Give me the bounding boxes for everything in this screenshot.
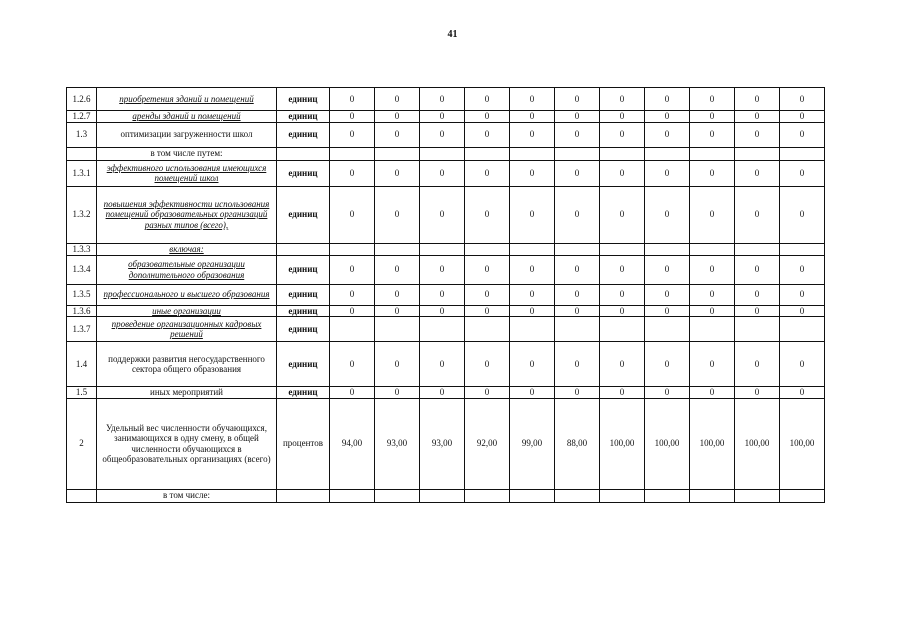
value-cell	[465, 243, 510, 255]
row-description: проведение организационных кадровых решений	[97, 317, 277, 342]
value-cell: 0	[735, 305, 780, 317]
value-cell: 0	[735, 122, 780, 147]
value-cell	[690, 243, 735, 255]
value-cell: 0	[690, 186, 735, 243]
value-cell	[735, 243, 780, 255]
value-cell: 0	[690, 342, 735, 387]
value-cell	[645, 243, 690, 255]
value-cell: 0	[330, 160, 375, 186]
value-cell: 100,00	[780, 398, 825, 489]
row-unit: единиц	[277, 255, 330, 284]
row-description: аренды зданий и помещений	[97, 111, 277, 123]
row-number: 1.3.7	[67, 317, 97, 342]
value-cell: 0	[465, 111, 510, 123]
table-row	[67, 160, 825, 186]
row-description: иные организации	[97, 305, 277, 317]
value-cell: 0	[690, 305, 735, 317]
value-cell: 0	[420, 284, 465, 305]
value-cell: 0	[375, 305, 420, 317]
value-cell: 0	[510, 111, 555, 123]
value-cell: 0	[420, 186, 465, 243]
row-description: повышения эффективности использования помещений образовательных организаций разных типов (всего),	[97, 186, 277, 243]
table-row	[67, 147, 825, 160]
value-cell: 0	[555, 342, 600, 387]
value-cell: 0	[465, 186, 510, 243]
row-unit	[277, 147, 330, 160]
value-cell	[510, 317, 555, 342]
row-description: эффективного использования имеющихся помещений школ	[97, 160, 277, 186]
value-cell: 0	[555, 305, 600, 317]
row-unit: единиц	[277, 122, 330, 147]
value-cell	[465, 489, 510, 502]
value-cell: 0	[735, 186, 780, 243]
row-number	[67, 147, 97, 160]
table-row	[67, 398, 825, 489]
value-cell	[420, 317, 465, 342]
row-unit: единиц	[277, 342, 330, 387]
value-cell: 0	[780, 284, 825, 305]
row-number: 1.3.4	[67, 255, 97, 284]
value-cell: 0	[645, 342, 690, 387]
value-cell: 0	[420, 88, 465, 111]
row-number: 1.3.5	[67, 284, 97, 305]
row-unit	[277, 243, 330, 255]
value-cell: 88,00	[555, 398, 600, 489]
value-cell: 0	[510, 160, 555, 186]
value-cell: 0	[375, 342, 420, 387]
value-cell: 0	[420, 255, 465, 284]
value-cell: 0	[690, 284, 735, 305]
value-cell	[465, 147, 510, 160]
value-cell	[780, 243, 825, 255]
value-cell: 0	[600, 255, 645, 284]
value-cell	[510, 147, 555, 160]
row-number	[67, 489, 97, 502]
row-description: в том числе:	[97, 489, 277, 502]
value-cell	[375, 147, 420, 160]
value-cell: 0	[420, 122, 465, 147]
table-row	[67, 186, 825, 243]
row-unit: единиц	[277, 111, 330, 123]
value-cell	[690, 317, 735, 342]
value-cell: 0	[465, 122, 510, 147]
value-cell: 0	[465, 387, 510, 399]
row-number: 2	[67, 398, 97, 489]
value-cell: 0	[330, 284, 375, 305]
value-cell: 100,00	[600, 398, 645, 489]
value-cell	[690, 489, 735, 502]
row-description: в том числе путем:	[97, 147, 277, 160]
table-row	[67, 243, 825, 255]
value-cell: 0	[375, 387, 420, 399]
value-cell	[600, 243, 645, 255]
value-cell: 0	[465, 255, 510, 284]
value-cell: 0	[780, 186, 825, 243]
row-number: 1.2.7	[67, 111, 97, 123]
value-cell: 0	[510, 342, 555, 387]
table-row	[67, 317, 825, 342]
value-cell: 0	[375, 122, 420, 147]
value-cell: 0	[330, 122, 375, 147]
value-cell: 0	[330, 387, 375, 399]
value-cell: 0	[690, 122, 735, 147]
row-unit: процентов	[277, 398, 330, 489]
value-cell	[600, 317, 645, 342]
value-cell	[510, 489, 555, 502]
value-cell: 0	[645, 387, 690, 399]
table-row	[67, 88, 825, 111]
value-cell: 0	[645, 284, 690, 305]
value-cell: 0	[510, 186, 555, 243]
row-number: 1.3.3	[67, 243, 97, 255]
value-cell: 93,00	[375, 398, 420, 489]
value-cell: 0	[555, 122, 600, 147]
value-cell	[420, 489, 465, 502]
row-description: поддержки развития негосударственного сектора общего образования	[97, 342, 277, 387]
value-cell: 0	[330, 342, 375, 387]
row-unit: единиц	[277, 186, 330, 243]
indicators-table	[66, 87, 825, 503]
table-row	[67, 255, 825, 284]
value-cell: 0	[465, 284, 510, 305]
value-cell	[555, 317, 600, 342]
row-number: 1.2.6	[67, 88, 97, 111]
value-cell	[555, 147, 600, 160]
value-cell: 0	[510, 387, 555, 399]
value-cell: 100,00	[735, 398, 780, 489]
row-description: оптимизации загруженности школ	[97, 122, 277, 147]
value-cell: 0	[510, 255, 555, 284]
value-cell: 0	[555, 186, 600, 243]
row-unit: единиц	[277, 305, 330, 317]
value-cell: 0	[600, 342, 645, 387]
value-cell: 0	[420, 111, 465, 123]
value-cell: 0	[600, 88, 645, 111]
value-cell	[330, 147, 375, 160]
row-unit	[277, 489, 330, 502]
row-number: 1.4	[67, 342, 97, 387]
value-cell: 0	[645, 122, 690, 147]
value-cell	[780, 147, 825, 160]
value-cell	[375, 489, 420, 502]
value-cell: 0	[780, 305, 825, 317]
value-cell: 0	[375, 255, 420, 284]
value-cell: 0	[510, 305, 555, 317]
value-cell: 0	[375, 284, 420, 305]
row-unit: единиц	[277, 317, 330, 342]
value-cell: 0	[375, 186, 420, 243]
value-cell: 0	[465, 342, 510, 387]
value-cell	[600, 147, 645, 160]
row-description: приобретения зданий и помещений	[97, 88, 277, 111]
row-number: 1.3	[67, 122, 97, 147]
value-cell: 0	[465, 305, 510, 317]
value-cell	[645, 489, 690, 502]
table-row	[67, 122, 825, 147]
value-cell: 0	[735, 387, 780, 399]
page-number: 41	[447, 29, 458, 40]
table-row	[67, 305, 825, 317]
value-cell: 0	[600, 122, 645, 147]
value-cell: 99,00	[510, 398, 555, 489]
table-row	[67, 111, 825, 123]
value-cell: 0	[510, 122, 555, 147]
value-cell: 0	[555, 111, 600, 123]
row-unit: единиц	[277, 160, 330, 186]
value-cell	[555, 243, 600, 255]
value-cell: 0	[690, 111, 735, 123]
value-cell	[375, 243, 420, 255]
value-cell	[690, 147, 735, 160]
row-number: 1.5	[67, 387, 97, 399]
value-cell: 0	[690, 88, 735, 111]
row-unit: единиц	[277, 88, 330, 111]
value-cell: 0	[780, 88, 825, 111]
value-cell: 0	[735, 111, 780, 123]
value-cell	[510, 243, 555, 255]
value-cell: 0	[330, 186, 375, 243]
value-cell: 0	[735, 255, 780, 284]
value-cell: 0	[645, 160, 690, 186]
value-cell: 0	[690, 387, 735, 399]
value-cell	[780, 317, 825, 342]
value-cell: 0	[645, 111, 690, 123]
value-cell	[555, 489, 600, 502]
value-cell: 0	[600, 305, 645, 317]
value-cell: 0	[600, 186, 645, 243]
value-cell: 0	[555, 88, 600, 111]
row-description: профессионального и высшего образования	[97, 284, 277, 305]
value-cell	[375, 317, 420, 342]
value-cell: 0	[420, 342, 465, 387]
value-cell: 0	[375, 160, 420, 186]
value-cell: 92,00	[465, 398, 510, 489]
value-cell: 0	[330, 111, 375, 123]
value-cell: 0	[735, 160, 780, 186]
value-cell: 0	[600, 387, 645, 399]
value-cell	[420, 243, 465, 255]
value-cell: 0	[375, 88, 420, 111]
row-description: Удельный вес численности обучающихся, занимающихся в одну смену, в общей численности обучающихся в общеобразовательных организациях (всего)	[97, 398, 277, 489]
table-row	[67, 387, 825, 399]
value-cell: 0	[420, 387, 465, 399]
value-cell: 0	[330, 88, 375, 111]
table-row	[67, 489, 825, 502]
row-unit: единиц	[277, 387, 330, 399]
value-cell	[780, 489, 825, 502]
value-cell	[330, 317, 375, 342]
value-cell: 0	[555, 284, 600, 305]
row-description: включая:	[97, 243, 277, 255]
value-cell: 0	[555, 255, 600, 284]
value-cell: 0	[735, 342, 780, 387]
value-cell: 0	[510, 284, 555, 305]
value-cell: 0	[465, 88, 510, 111]
value-cell: 0	[735, 88, 780, 111]
value-cell: 0	[690, 160, 735, 186]
value-cell: 0	[645, 88, 690, 111]
value-cell: 100,00	[645, 398, 690, 489]
value-cell: 0	[645, 186, 690, 243]
value-cell	[330, 489, 375, 502]
value-cell: 0	[420, 160, 465, 186]
value-cell: 100,00	[690, 398, 735, 489]
value-cell	[645, 317, 690, 342]
value-cell: 0	[780, 122, 825, 147]
value-cell: 0	[780, 111, 825, 123]
value-cell: 0	[555, 160, 600, 186]
value-cell: 0	[600, 284, 645, 305]
row-description: образовательные организации дополнительного образования	[97, 255, 277, 284]
value-cell: 0	[420, 305, 465, 317]
value-cell: 93,00	[420, 398, 465, 489]
value-cell	[735, 317, 780, 342]
value-cell	[600, 489, 645, 502]
value-cell: 0	[600, 111, 645, 123]
row-number: 1.3.6	[67, 305, 97, 317]
value-cell: 0	[780, 387, 825, 399]
value-cell: 0	[735, 284, 780, 305]
row-unit: единиц	[277, 284, 330, 305]
value-cell	[330, 243, 375, 255]
value-cell: 0	[780, 255, 825, 284]
value-cell: 0	[780, 342, 825, 387]
value-cell	[735, 147, 780, 160]
value-cell: 0	[690, 255, 735, 284]
value-cell: 0	[780, 160, 825, 186]
value-cell	[645, 147, 690, 160]
value-cell: 0	[555, 387, 600, 399]
value-cell	[465, 317, 510, 342]
value-cell: 0	[465, 160, 510, 186]
value-cell: 0	[330, 255, 375, 284]
value-cell	[735, 489, 780, 502]
table-row	[67, 342, 825, 387]
value-cell: 0	[510, 88, 555, 111]
value-cell: 0	[375, 111, 420, 123]
value-cell: 0	[330, 305, 375, 317]
row-number: 1.3.2	[67, 186, 97, 243]
row-description: иных мероприятий	[97, 387, 277, 399]
table-row	[67, 284, 825, 305]
row-number: 1.3.1	[67, 160, 97, 186]
value-cell: 0	[600, 160, 645, 186]
value-cell: 0	[645, 305, 690, 317]
value-cell: 94,00	[330, 398, 375, 489]
value-cell	[420, 147, 465, 160]
value-cell: 0	[645, 255, 690, 284]
